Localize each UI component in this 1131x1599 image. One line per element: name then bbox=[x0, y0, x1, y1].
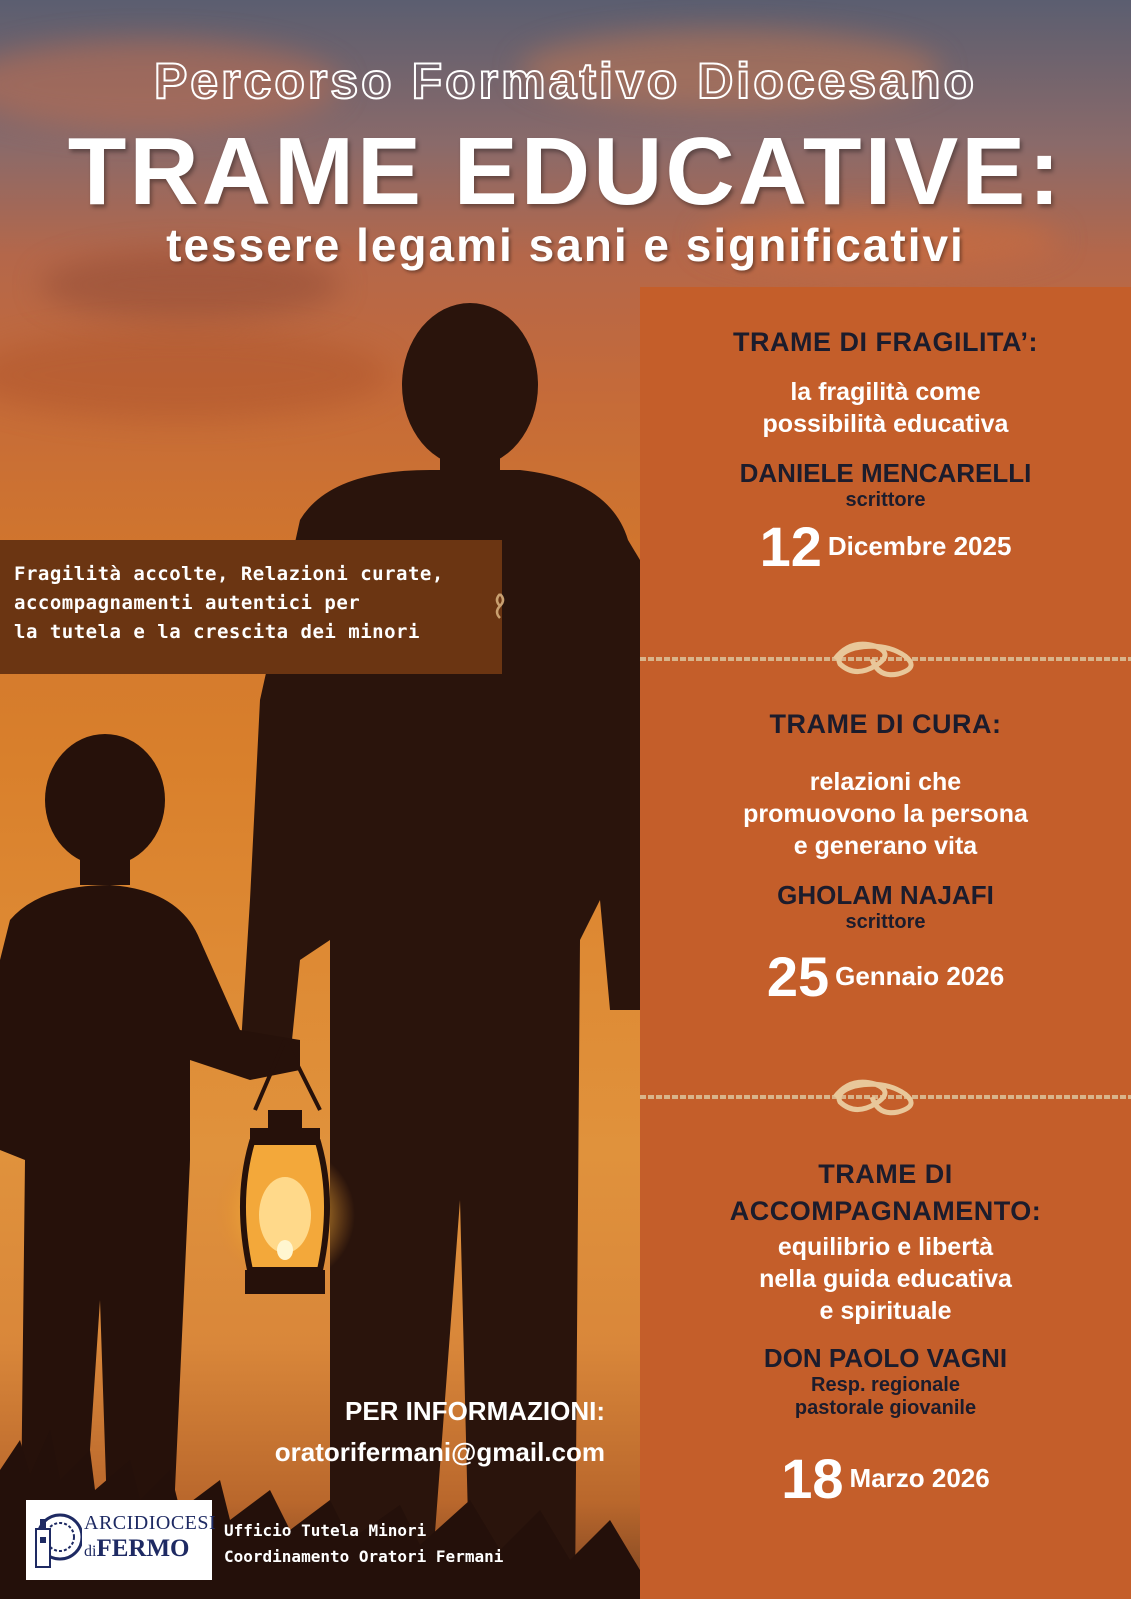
event-month: Dicembre 2025 bbox=[827, 531, 1012, 561]
intro-line: accompagnamenti autentici per bbox=[14, 592, 361, 614]
contact-info bbox=[240, 1396, 605, 1468]
organizers bbox=[224, 1518, 503, 1570]
knot-icon bbox=[492, 592, 508, 620]
event-day: 12 bbox=[759, 515, 822, 578]
intro-line: la tutela e la crescita dei minori bbox=[14, 621, 420, 643]
event-description bbox=[640, 1231, 1131, 1327]
event-description bbox=[640, 766, 1131, 862]
event-title: TRAME DI FRAGILITA’: bbox=[733, 327, 1038, 357]
event-desc-line: relazioni che bbox=[809, 768, 962, 796]
diocese-emblem-icon bbox=[32, 1507, 82, 1573]
event-desc-line: equilibrio e libertà bbox=[777, 1233, 994, 1261]
event-desc-line: e generano vita bbox=[793, 832, 978, 860]
event-day: 25 bbox=[766, 945, 830, 1008]
logo-city: FERMO bbox=[96, 1535, 190, 1562]
rope-knot-divider bbox=[640, 634, 1131, 684]
diocese-logo bbox=[26, 1500, 217, 1580]
contact-label: PER INFORMAZIONI: bbox=[345, 1396, 605, 1426]
logo-line: ARCIDIOCESI bbox=[84, 1512, 217, 1534]
organizer-line: Coordinamento Oratori Fermani bbox=[224, 1547, 504, 1566]
event-month: Gennaio 2026 bbox=[835, 961, 1005, 991]
contact-email-link[interactable]: oratorifermani@gmail.com bbox=[274, 1437, 605, 1467]
event-date bbox=[640, 1446, 1131, 1511]
logo-line bbox=[84, 1535, 216, 1563]
event-speaker: GHOLAM NAJAFI bbox=[777, 880, 994, 910]
event-2 bbox=[640, 709, 1131, 1009]
rope-knot-divider bbox=[640, 1072, 1131, 1122]
event-day: 18 bbox=[781, 1447, 844, 1510]
events-panel bbox=[640, 287, 1131, 1599]
intro-box bbox=[0, 540, 502, 674]
event-desc-line: la fragilità come bbox=[790, 378, 981, 406]
event-title: TRAME DI CURA: bbox=[769, 709, 1002, 739]
event-date bbox=[640, 944, 1131, 1009]
event-3 bbox=[640, 1159, 1131, 1511]
event-desc-line: promuovono la persona bbox=[743, 800, 1028, 828]
intro-line: Fragilità accolte, Relazioni curate, bbox=[14, 563, 444, 585]
event-role: Resp. regionale bbox=[811, 1374, 960, 1396]
event-speaker: DON PAOLO VAGNI bbox=[763, 1343, 1008, 1373]
event-role: scrittore bbox=[845, 489, 926, 511]
event-description bbox=[640, 376, 1131, 440]
organizer-line: Ufficio Tutela Minori bbox=[224, 1521, 427, 1540]
event-role: pastorale giovanile bbox=[794, 1397, 977, 1419]
event-title bbox=[640, 1159, 1131, 1227]
event-desc-line: nella guida educativa bbox=[759, 1265, 1012, 1293]
header-tagline: tessere legami sani e significativi bbox=[166, 219, 965, 271]
logo-prefix: di bbox=[84, 1543, 97, 1560]
event-speaker: DANIELE MENCARELLI bbox=[739, 458, 1032, 488]
event-desc-line: e spirituale bbox=[819, 1297, 952, 1325]
event-role: scrittore bbox=[845, 911, 926, 933]
event-month: Marzo 2026 bbox=[849, 1463, 990, 1493]
event-title-line: ACCOMPAGNAMENTO: bbox=[729, 1196, 1042, 1226]
event-date bbox=[640, 514, 1131, 579]
header-title: TRAME EDUCATIVE: bbox=[67, 118, 1064, 225]
event-desc-line: possibilità educativa bbox=[762, 410, 1009, 438]
event-title-line: TRAME DI bbox=[818, 1159, 953, 1189]
event-1 bbox=[640, 327, 1131, 579]
header-subtitle: Percorso Formativo Diocesano bbox=[153, 53, 978, 109]
logo-text bbox=[84, 1512, 216, 1563]
